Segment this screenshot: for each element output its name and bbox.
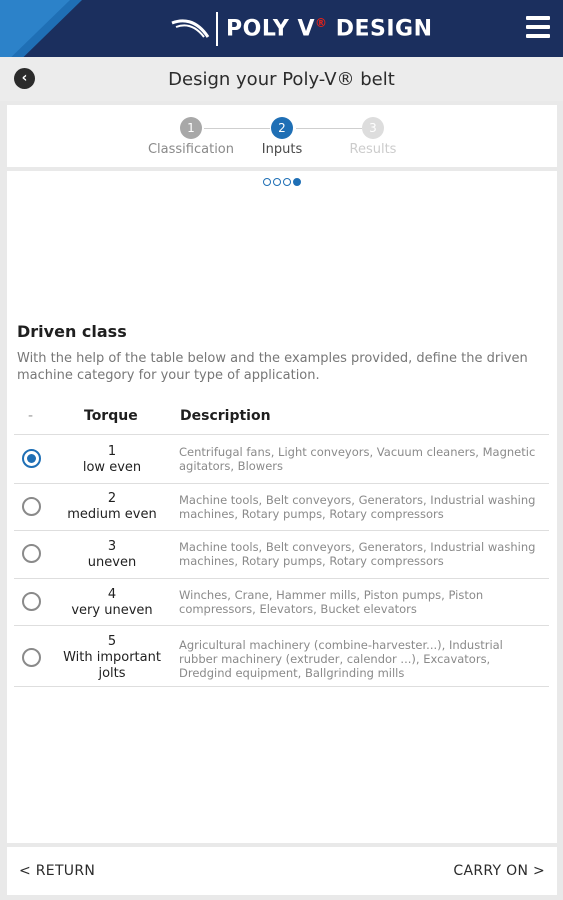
description-cell: Agricultural machinery (combine-harvester...), Industrial rubber machinery (extruder, calendor ...), Excavators, Dredgind equipment, Ballgrinding mills	[179, 638, 503, 680]
torque-cell: 1 low even	[82, 444, 142, 475]
step-1-label: Classification	[147, 142, 235, 157]
torque-cell: 3 uneven	[87, 539, 137, 570]
brand-logo	[170, 10, 433, 48]
step-connector	[296, 128, 362, 129]
table-row[interactable]	[14, 530, 549, 578]
logo-swoosh-icon	[170, 17, 210, 41]
torque-cell: 2 medium even	[67, 491, 157, 522]
table-row[interactable]	[14, 578, 549, 625]
footer-bar	[7, 847, 557, 895]
page-dot[interactable]	[263, 178, 271, 186]
page-indicator	[0, 178, 563, 186]
table-row[interactable]	[14, 434, 549, 483]
section-title: Driven class	[17, 322, 127, 341]
step-3-label: Results	[349, 142, 397, 157]
step-2-circle: 2	[271, 117, 293, 139]
section-description: With the help of the table below and the examples provided, define the driven machine category for your type of application.	[17, 351, 528, 383]
description-cell: Winches, Crane, Hammer mills, Piston pumps, Piston compressors, Elevators, Bucket elevators	[179, 588, 484, 616]
radio-button[interactable]	[22, 544, 41, 563]
description-cell: Machine tools, Belt conveyors, Generators, Industrial washing machines, Rotary pumps, Rotary compressors	[179, 493, 536, 521]
step-connector	[204, 128, 270, 129]
radio-button[interactable]	[22, 497, 41, 516]
radio-button[interactable]	[22, 592, 41, 611]
back-arrow-icon[interactable]: ‹	[14, 68, 35, 89]
torque-cell: 4 very uneven	[71, 587, 153, 618]
logo-divider	[216, 12, 218, 46]
radio-button-selected[interactable]	[22, 449, 41, 468]
carry-on-button[interactable]: CARRY ON >	[453, 863, 545, 879]
logo-text: POLY V® DESIGN	[226, 16, 433, 42]
page-dot-active[interactable]	[293, 178, 301, 186]
table-row[interactable]	[14, 483, 549, 530]
page-dot[interactable]	[273, 178, 281, 186]
app-header	[0, 0, 563, 57]
table-row[interactable]	[14, 625, 549, 687]
column-header-select: -	[28, 408, 34, 424]
torque-cell: 5 With important jolts	[63, 634, 161, 681]
step-3-circle: 3	[362, 117, 384, 139]
return-button[interactable]: < RETURN	[19, 863, 96, 879]
title-bar	[0, 57, 563, 101]
hamburger-menu-icon[interactable]	[526, 16, 550, 38]
description-cell: Machine tools, Belt conveyors, Generators, Industrial washing machines, Rotary pumps, Rotary compressors	[179, 540, 536, 568]
column-header-torque: Torque	[84, 408, 138, 424]
page-title: Design your Poly-V® belt	[168, 69, 395, 90]
page-dot[interactable]	[283, 178, 291, 186]
column-header-description: Description	[180, 408, 271, 424]
step-1-circle: 1	[180, 117, 202, 139]
radio-button[interactable]	[22, 648, 41, 667]
description-cell: Centrifugal fans, Light conveyors, Vacuum cleaners, Magnetic agitators, Blowers	[179, 445, 536, 473]
step-2-label: Inputs	[261, 142, 303, 157]
